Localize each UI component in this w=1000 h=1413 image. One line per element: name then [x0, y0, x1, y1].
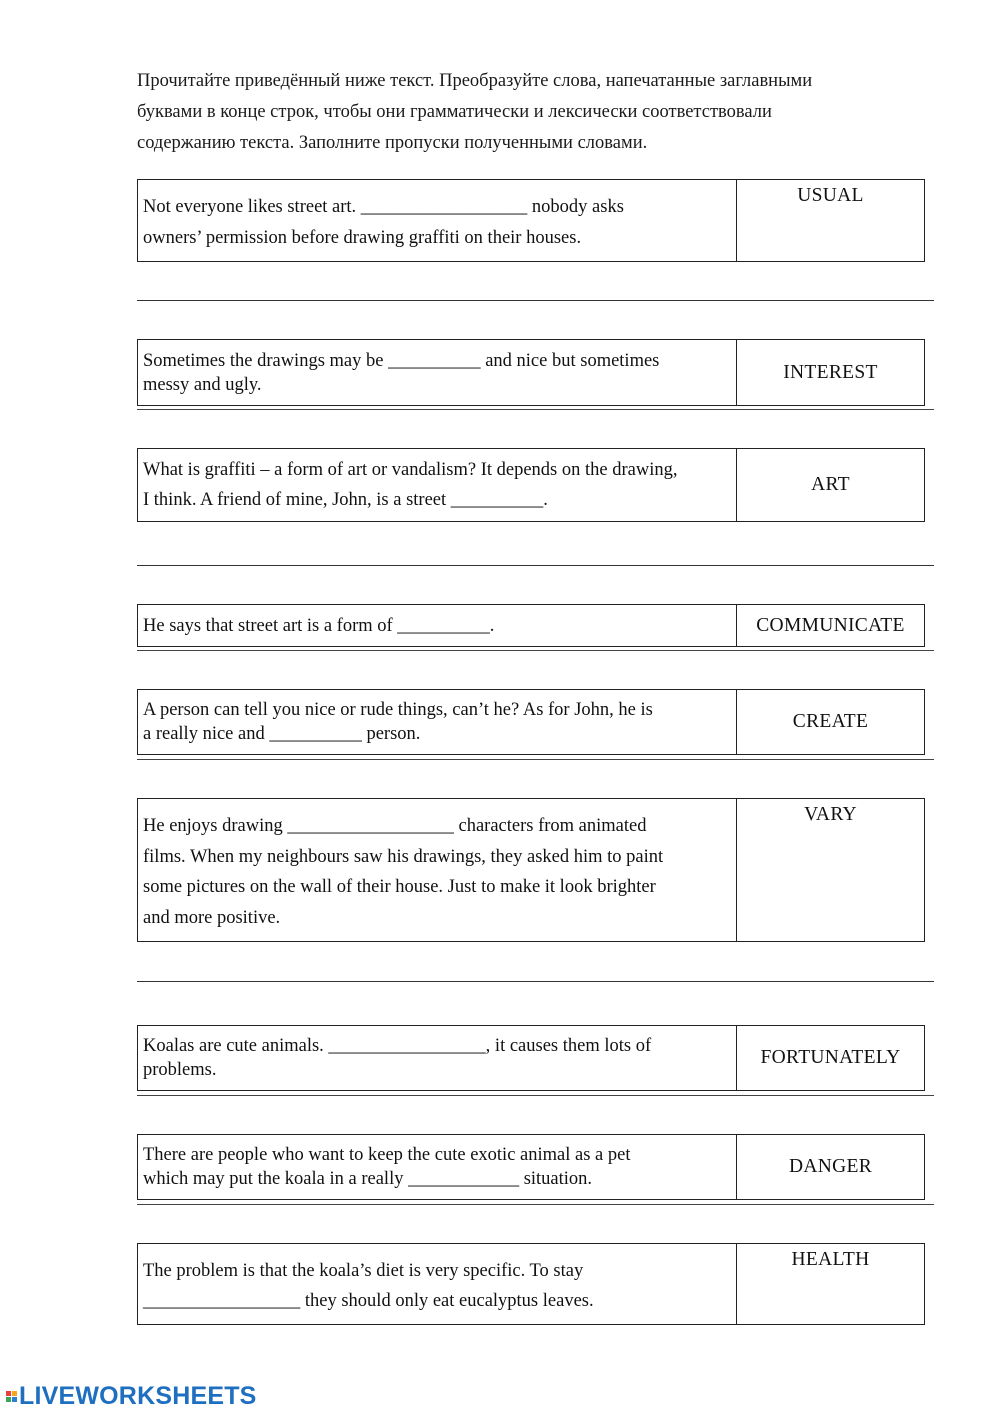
task-sentence	[138, 449, 737, 521]
logo-square	[12, 1391, 17, 1396]
task-sentence	[138, 180, 737, 261]
answer-line[interactable]	[137, 759, 934, 760]
sentence-line: and more positive.	[143, 907, 281, 928]
task-sentence	[138, 340, 737, 405]
sentence-line: Sometimes the drawings may be __________ and nice but sometimes	[143, 350, 660, 371]
task-danger	[137, 1134, 925, 1200]
task-sentence	[138, 1026, 737, 1090]
instruction-line: содержанию текста. Заполните пропуски полученными словами.	[137, 133, 648, 153]
logo-square	[6, 1391, 11, 1396]
instructions	[137, 66, 927, 159]
logo-text: LIVEWORKSHEETS	[19, 1381, 257, 1410]
sentence-line: _________________ they should only eat eucalyptus leaves.	[143, 1291, 594, 1311]
task-sentence	[138, 690, 737, 754]
task-interest	[137, 339, 925, 406]
instruction-line: буквами в конце строк, чтобы они грамматически и лексически соответствовали	[137, 102, 772, 122]
task-create	[137, 689, 925, 755]
sentence-line: He says that street art is a form of __________.	[143, 615, 495, 636]
sentence-line: A person can tell you nice or rude things, can’t he? As for John, he is	[143, 700, 653, 720]
sentence-line: Not everyone likes street art. __________________ nobody asks	[143, 197, 624, 217]
sentence-line: The problem is that the koala’s diet is very specific. To stay	[143, 1260, 584, 1281]
sentence-line: I think. A friend of mine, John, is a street __________.	[143, 490, 548, 510]
task-keyword: USUAL	[797, 185, 864, 206]
sentence-line: a really nice and __________ person.	[143, 724, 421, 744]
sentence-line: What is graffiti – a form of art or vandalism? It depends on the drawing,	[143, 459, 678, 480]
answer-line[interactable]	[137, 565, 934, 566]
sentence-line: He enjoys drawing __________________ characters from animated	[143, 816, 647, 836]
task-keyword: VARY	[804, 804, 857, 825]
sentence-line: Koalas are cute animals. _________________, it causes them lots of	[143, 1036, 652, 1056]
task-keyword: ART	[811, 474, 850, 495]
sentence-line: some pictures on the wall of their house. Just to make it look brighter	[143, 877, 656, 897]
task-keyword: HEALTH	[791, 1249, 870, 1270]
sentence-line: messy and ugly.	[143, 374, 262, 395]
instruction-line: Прочитайте приведённый ниже текст. Преобразуйте слова, напечатанные заглавными	[137, 71, 813, 91]
task-keyword: FORTUNATELY	[760, 1047, 901, 1068]
liveworksheets-logo[interactable]	[6, 1381, 257, 1411]
task-vary	[137, 798, 925, 942]
logo-square	[6, 1397, 11, 1402]
answer-line[interactable]	[137, 409, 934, 410]
answer-line[interactable]	[137, 1204, 934, 1205]
answer-line[interactable]	[137, 300, 934, 301]
task-sentence	[138, 1135, 737, 1199]
logo-icon	[6, 1391, 17, 1402]
task-art	[137, 448, 925, 522]
sentence-line: films. When my neighbours saw his drawings, they asked him to paint	[143, 846, 664, 867]
task-keyword: INTEREST	[783, 361, 878, 383]
task-sentence	[138, 1244, 737, 1324]
answer-line[interactable]	[137, 650, 934, 651]
task-keyword: CREATE	[792, 711, 869, 732]
sentence-line: problems.	[143, 1060, 217, 1080]
task-health	[137, 1243, 925, 1325]
task-communicate	[137, 604, 925, 647]
task-keyword: COMMUNICATE	[756, 614, 905, 636]
answer-line[interactable]	[137, 981, 934, 982]
task-keyword: DANGER	[788, 1156, 873, 1177]
task-fortunately	[137, 1025, 925, 1091]
logo-square	[12, 1397, 17, 1402]
sentence-line: owners’ permission before drawing graffiti on their houses.	[143, 227, 582, 248]
sentence-line: which may put the koala in a really ____________ situation.	[143, 1169, 593, 1189]
sentence-line: There are people who want to keep the cute exotic animal as a pet	[143, 1145, 631, 1165]
task-usual	[137, 179, 925, 262]
task-sentence	[138, 799, 737, 941]
task-sentence	[138, 605, 737, 646]
answer-line[interactable]	[137, 1095, 934, 1096]
